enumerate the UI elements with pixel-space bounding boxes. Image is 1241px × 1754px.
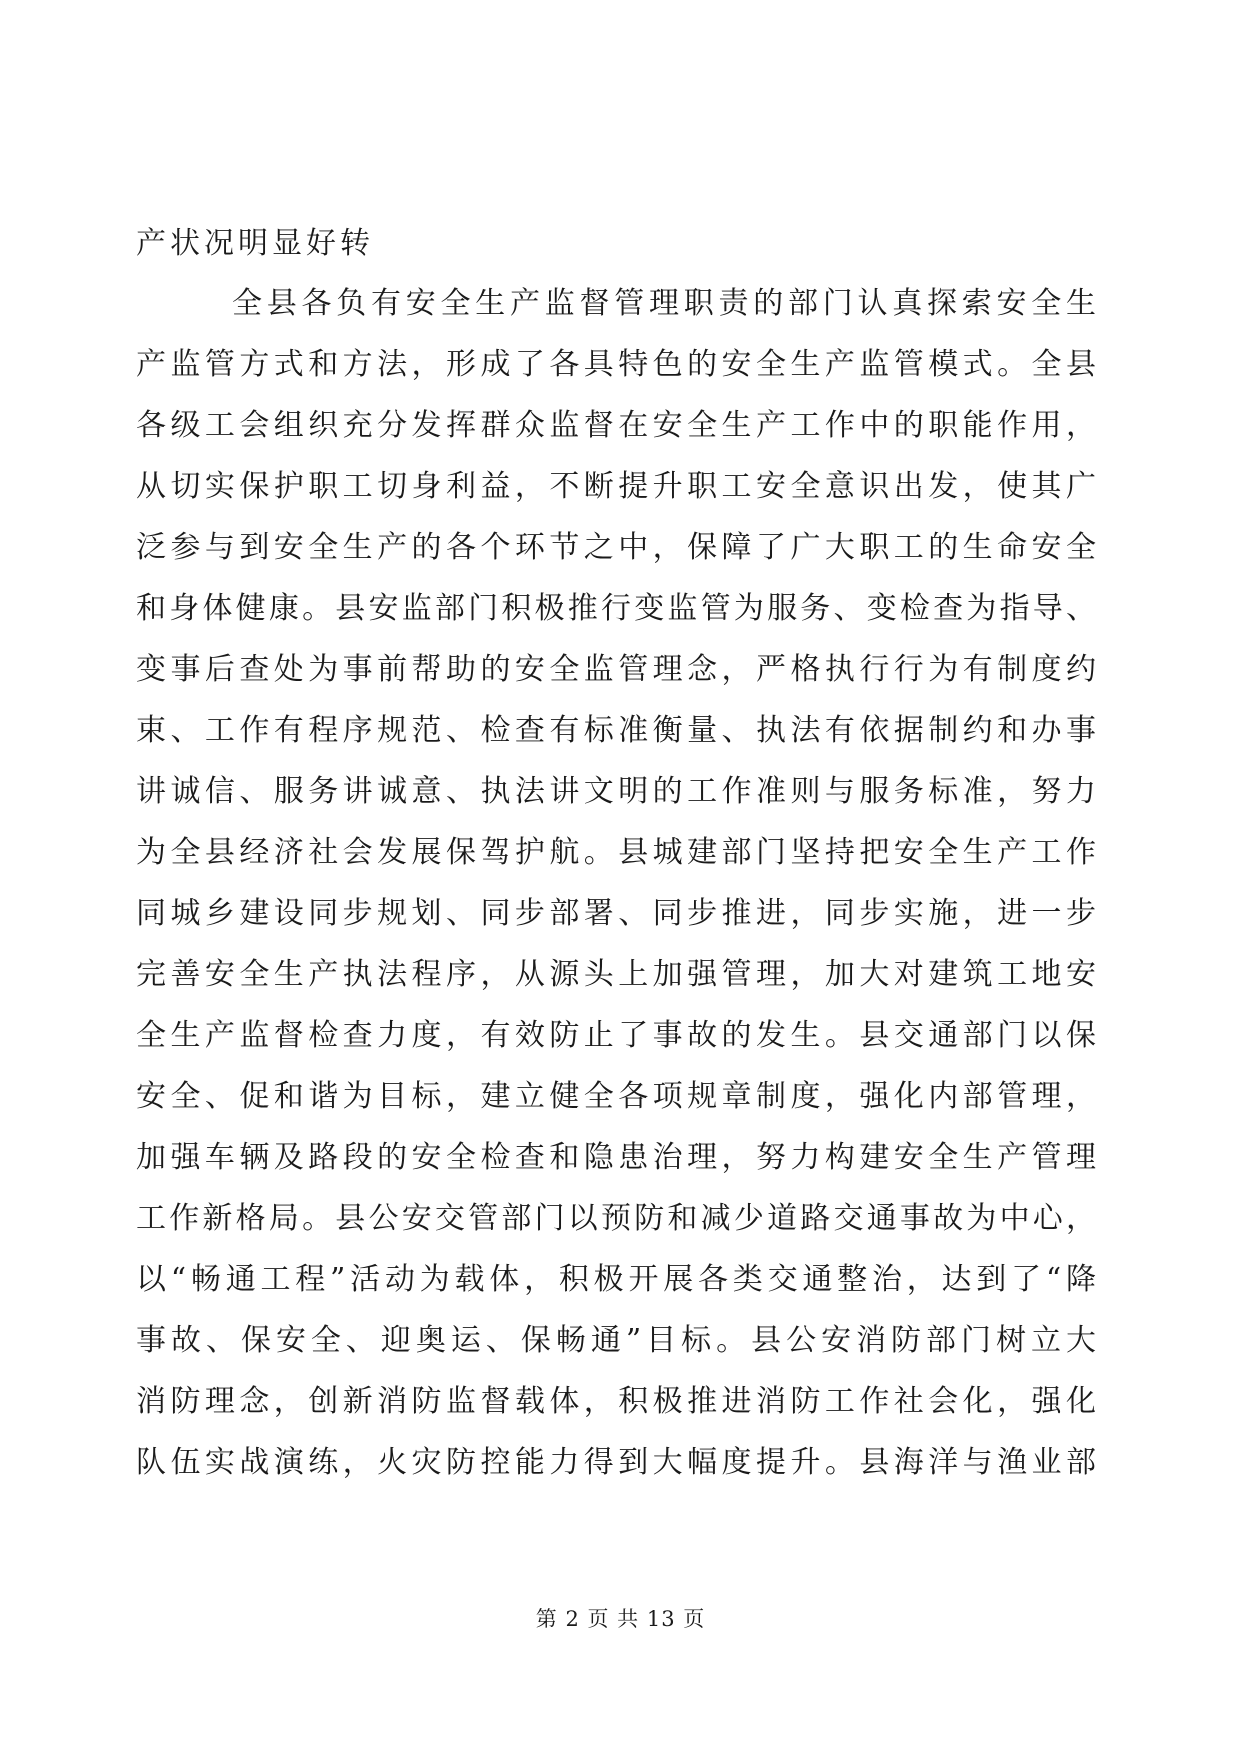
text-line: 工作新格局。县公安交管部门以预防和减少道路交通事故为中心， (136, 1201, 1096, 1236)
text-line: 和身体健康。县安监部门积极推行变监管为服务、变检查为指导、 (136, 591, 1096, 626)
text-line: 产状况明显好转 (136, 226, 374, 261)
text-line: 消防理念，创新消防监督载体，积极推进消防工作社会化，强化 (136, 1384, 1096, 1419)
text-line: 事故、保安全、迎奥运、保畅通”目标。县公安消防部门树立大 (136, 1323, 1096, 1358)
text-line: 同城乡建设同步规划、同步部署、同步推进，同步实施，进一步 (136, 896, 1096, 931)
text-line: 完善安全生产执法程序，从源头上加强管理，加大对建筑工地安 (136, 957, 1096, 992)
text-line: 讲诚信、服务讲诚意、执法讲文明的工作准则与服务标准，努力 (136, 774, 1096, 809)
text-line: 产监管方式和方法，形成了各具特色的安全生产监管模式。全县 (136, 347, 1096, 382)
text-line: 以“畅通工程”活动为载体，积极开展各类交通整治，达到了“降 (136, 1262, 1096, 1297)
text-line: 加强车辆及路段的安全检查和隐患治理，努力构建安全生产管理 (136, 1140, 1096, 1175)
page-number-footer: 第 2 页 共 13 页 (535, 1607, 706, 1631)
paragraph-first-line: 全县各负有安全生产监督管理职责的部门认真探索安全生 (232, 286, 1096, 321)
text-line: 全生产监督检查力度，有效防止了事故的发生。县交通部门以保 (136, 1018, 1096, 1053)
text-line: 各级工会组织充分发挥群众监督在安全生产工作中的职能作用， (136, 408, 1096, 443)
text-line: 从切实保护职工切身利益，不断提升职工安全意识出发，使其广 (136, 469, 1096, 504)
text-line: 变事后查处为事前帮助的安全监管理念，严格执行行为有制度约 (136, 652, 1096, 687)
text-line: 安全、促和谐为目标，建立健全各项规章制度，强化内部管理， (136, 1079, 1096, 1114)
text-line: 队伍实战演练，火灾防控能力得到大幅度提升。县海洋与渔业部 (136, 1445, 1096, 1480)
text-line: 束、工作有程序规范、检查有标准衡量、执法有依据制约和办事 (136, 713, 1096, 748)
text-line: 泛参与到安全生产的各个环节之中，保障了广大职工的生命安全 (136, 530, 1096, 565)
text-line: 为全县经济社会发展保驾护航。县城建部门坚持把安全生产工作 (136, 835, 1096, 870)
